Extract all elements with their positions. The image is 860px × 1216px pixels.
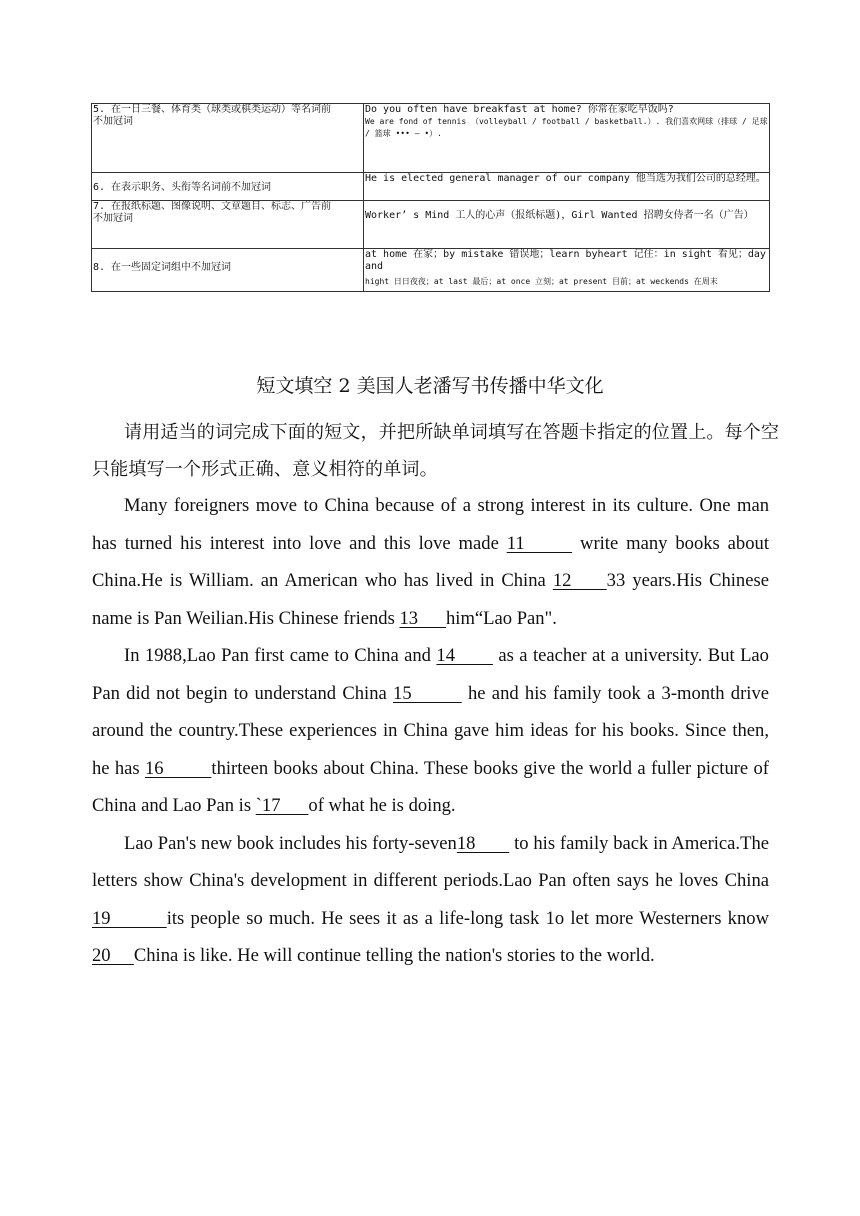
blank-20[interactable]: 20	[92, 945, 134, 966]
passage-text: In 1988,Lao Pan first came to China and	[124, 645, 437, 666]
passage-text: as a teacher at a university. But Lao Pan did not begin to understand China	[92, 645, 769, 704]
paragraph	[92, 637, 769, 825]
blank-13[interactable]: 13	[399, 607, 446, 629]
example-cell	[364, 201, 770, 249]
example-cell	[364, 104, 770, 173]
table-row	[92, 249, 770, 292]
paragraph	[92, 487, 769, 637]
passage-text: of what he is doing.	[308, 795, 456, 816]
blank-14[interactable]: 14	[436, 645, 493, 666]
passage-text: write many books about China.He is William. an American who has lived in China	[92, 532, 769, 591]
blank-16[interactable]: 16	[144, 757, 212, 779]
rule-cell	[92, 104, 364, 173]
passage-text: to his family back in America.The letters show China's development in different periods.Lao Pan often says he loves China	[92, 832, 769, 891]
rule-text: 7. 在报纸标题、图像说明、文章题目、标志、广告前 不加冠词	[93, 201, 332, 224]
blank-12[interactable]: 12	[552, 570, 607, 591]
passage-text: 33 years.His Chinese name is Pan Weilian.His Chinese friends	[92, 570, 769, 629]
example-subtext: hight 日日夜夜；at last 最后；at once 立刻；at present 目前；at weckends 在周末	[365, 277, 718, 286]
blank-11[interactable]: 11	[506, 532, 573, 554]
blank-18[interactable]: 18	[456, 832, 510, 854]
passage-text: thirteen books about China. These books give the world a fuller picture of China and Lao Pan is	[92, 757, 769, 816]
table-row	[92, 104, 770, 173]
rule-text: 5. 在一日三餐、体育类（球类或棋类运动）等名词前 不加冠词	[93, 104, 332, 127]
passage-text: he and his family took a 3-month drive around the country.These experiences in China gave him ideas for his books. Since then, he has	[92, 682, 769, 779]
example-cell	[364, 249, 770, 292]
rule-cell	[92, 173, 364, 201]
article-rules-table	[91, 103, 770, 292]
passage-text: him“Lao Pan".	[445, 607, 557, 629]
section-title: 短文填空 2 美国人老潘写书传播中华文化	[256, 375, 604, 397]
paragraph	[92, 825, 769, 975]
passage-text: Lao Pan's new book includes his forty-seven	[124, 832, 457, 854]
example-cell	[364, 173, 770, 201]
table-row	[92, 173, 770, 201]
passage-text: China is like. He will continue telling the nation's stories to the world.	[133, 945, 655, 966]
rule-text: 6. 在表示职务、头衔等名词前不加冠词	[93, 182, 272, 193]
example-text: Do you often have breakfast at home? 你常在家吃早饭吗?	[365, 104, 674, 115]
table-row	[92, 201, 770, 249]
rule-text: 8. 在一些固定词组中不加冠词	[93, 262, 232, 273]
blank-15[interactable]: 15	[393, 682, 462, 704]
instructions	[92, 414, 782, 488]
example-text: He is elected general manager of our company 他当选为我们公司的总经理。	[365, 173, 766, 184]
rule-cell	[92, 249, 364, 292]
blank-17[interactable]: `17	[255, 795, 309, 816]
rule-cell	[92, 201, 364, 249]
blank-19[interactable]: 19	[92, 907, 167, 929]
passage-text: Many foreigners move to China because of a strong interest in its culture. One man has turned his interest into love and this love made	[92, 495, 769, 554]
example-text: Worker’ s Mind 工人的心声（报纸标题)，Girl Wanted 招聘女侍者一名（广告）	[365, 210, 754, 221]
example-text: at home 在家；by mistake 错误地；learn byheart 记住：in sight 看见；day and	[365, 249, 766, 272]
passage	[92, 487, 769, 975]
instructions-text: 请用适当的词完成下面的短文，并把所缺单词填写在答题卡指定的位置上。每个空只能填写一个形式正确、意义相符的单词。	[92, 422, 780, 480]
passage-text: its people so much. He sees it as a life-long task 1o let more Westerners know	[166, 907, 769, 929]
example-subtext: We are fond of tennis （volleyball / football / basketball.）. 我们喜欢网球（排球 / 足球 / 篮球 ••• – •）.	[365, 117, 768, 138]
